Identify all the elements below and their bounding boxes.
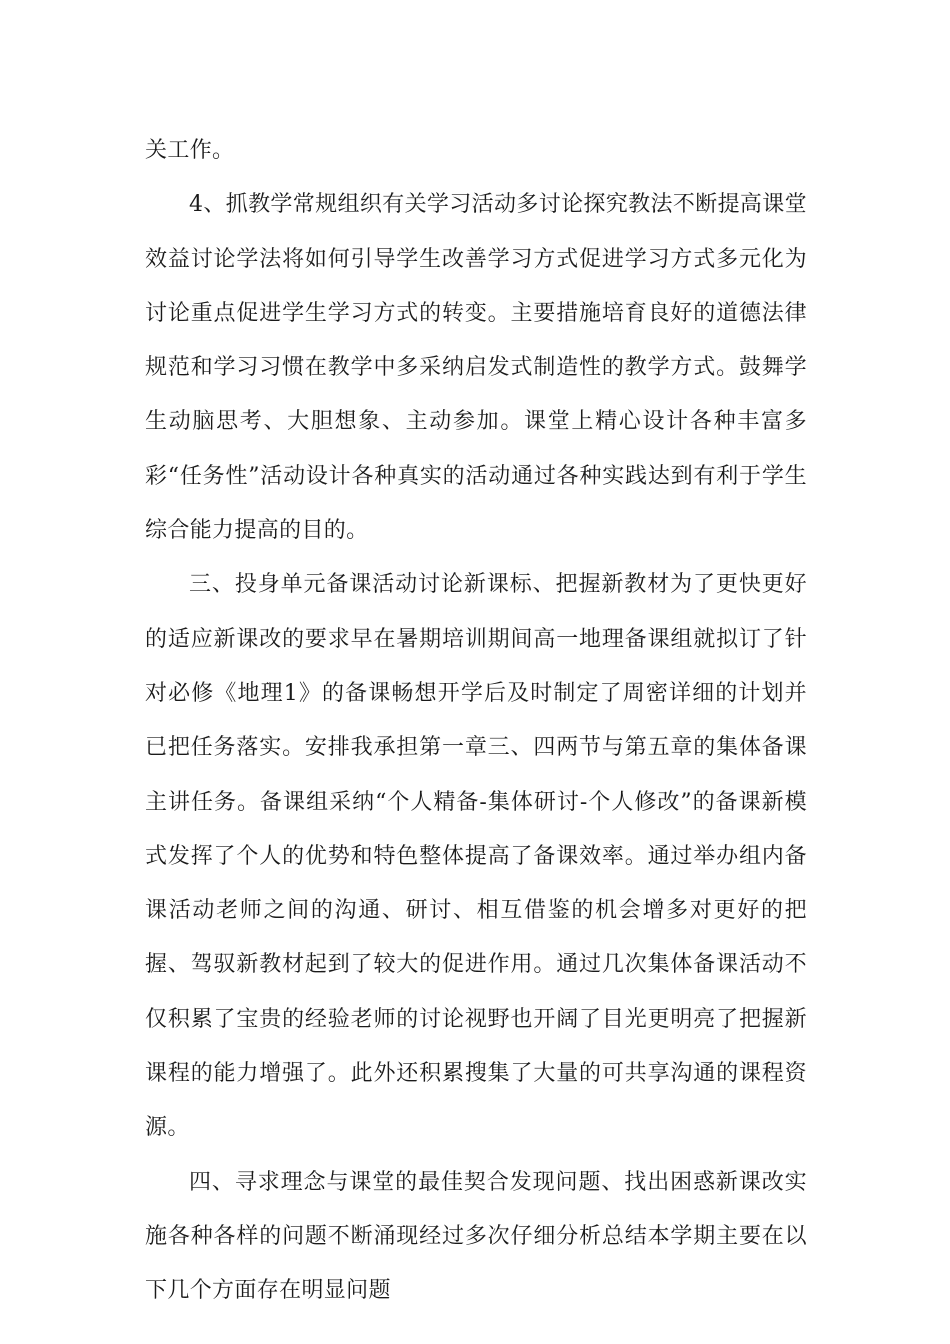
paragraph-section-4: 四、寻求理念与课堂的最佳契合发现问题、找出困惑新课改实施各种各样的问题不断涌现经过多次仔细分析总结本学期主要在以下几个方面存在明显问题 bbox=[145, 1169, 807, 1304]
paragraph-section-3: 三、投身单元备课活动讨论新课标、把握新教材为了更快更好的适应新课改的要求早在暑期培训期间高一地理备课组就拟订了针对必修《地理1》的备课畅想开学后及时制定了周密详细的计划并已把任务落实。安排我承担第一章三、四两节与第五章的集体备课主讲任务。备课组采纳“个人精备-集体研讨-个人修改”的备课新模式发挥了个人的优势和特色整体提高了备课效率。通过举办组内备课活动老师之间的沟通、研讨、相互借鉴的机会增多对更好的把握、驾驭新教材起到了较大的促进作用。通过几次集体备课活动不仅积累了宝贵的经验老师的讨论视野也开阔了目光更明亮了把握新课程的能力增强了。此外还积累搜集了大量的可共享沟通的课程资源。 bbox=[145, 572, 807, 1141]
paragraph-continuation: 关工作。 bbox=[145, 138, 235, 163]
paragraph-item-4: 4、抓教学常规组织有关学习活动多讨论探究教法不断提高课堂效益讨论学法将如何引导学生改善学习方式促进学习方式多元化为讨论重点促进学生学习方式的转变。主要措施培育良好的道德法律规范和学习习惯在教学中多采纳启发式制造性的教学方式。鼓舞学生动脑思考、大胆想象、主动参加。课堂上精心设计各种丰富多彩“任务性”活动设计各种真实的活动通过各种实践达到有利于学生综合能力提高的目的。 bbox=[145, 192, 807, 544]
document-body bbox=[145, 124, 807, 1319]
